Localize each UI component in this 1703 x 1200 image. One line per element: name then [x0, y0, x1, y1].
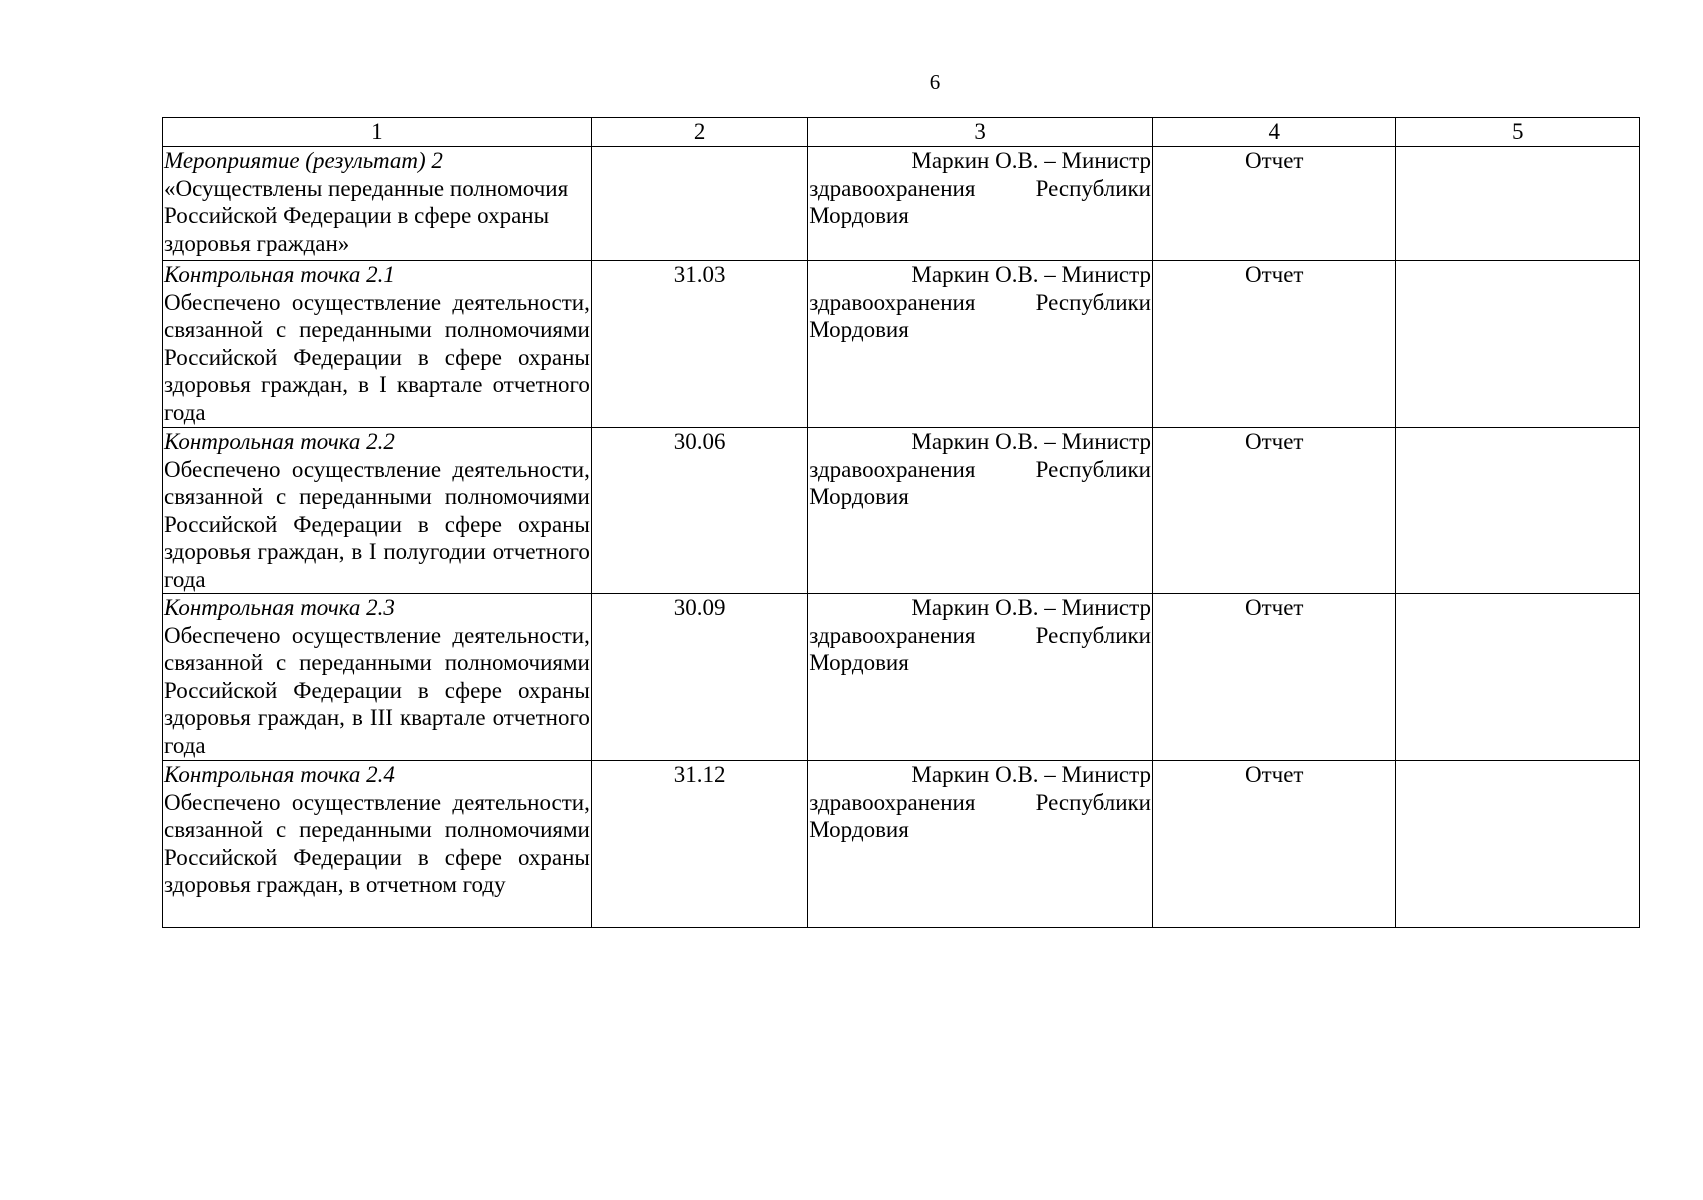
item-cell [163, 261, 592, 428]
responsible-name: Маркин О.В. – Министр [911, 762, 1151, 787]
responsible-cell [808, 594, 1153, 761]
responsible-name: Маркин О.В. – Министр [911, 595, 1151, 620]
document-cell: Отчет [1152, 147, 1395, 261]
responsible-position: здравоохранения Республики [809, 789, 1151, 815]
responsible-cell [808, 261, 1153, 428]
item-description: «Осуществлены переданные полномочия Российской Федерации в сфере охраны здоровья граждан» [164, 175, 569, 256]
date-cell: 30.06 [591, 428, 807, 594]
page-number: 6 [929, 70, 941, 94]
responsible-cell [808, 761, 1153, 928]
responsible-cell [808, 428, 1153, 594]
column-header-3: 3 [808, 118, 1153, 147]
responsible-position: здравоохранения Республики [809, 289, 1151, 315]
responsible-region: Мордовия [809, 484, 909, 509]
item-title: Контрольная точка 2.2 [164, 429, 395, 454]
empty-cell [1396, 261, 1640, 428]
document-cell: Отчет [1152, 594, 1395, 761]
document-cell: Отчет [1152, 428, 1395, 594]
item-cell [163, 147, 592, 261]
item-title: Мероприятие (результат) 2 [164, 148, 443, 173]
column-header-4: 4 [1152, 118, 1395, 147]
item-description: Обеспечено осуществление деятельности, связанной с переданными полномочиями Российской Федерации в сфере охраны здоровья граждан, в отчетном году [164, 789, 590, 897]
date-cell: 31.12 [591, 761, 807, 928]
document-cell: Отчет [1152, 761, 1395, 928]
date-cell: 30.09 [591, 594, 807, 761]
empty-cell [1396, 594, 1640, 761]
responsible-name: Маркин О.В. – Министр [911, 148, 1151, 173]
table-row [163, 761, 1640, 928]
document-cell: Отчет [1152, 261, 1395, 428]
column-header-1: 1 [163, 118, 592, 147]
responsible-position: здравоохранения Республики [809, 622, 1151, 648]
responsible-region: Мордовия [809, 317, 909, 342]
responsible-region: Мордовия [809, 203, 909, 228]
item-description: Обеспечено осуществление деятельности, связанной с переданными полномочиями Российской Федерации в сфере охраны здоровья граждан, в I полугодии отчетного года [164, 456, 590, 592]
item-description: Обеспечено осуществление деятельности, связанной с переданными полномочиями Российской Федерации в сфере охраны здоровья граждан, в I квартале отчетного года [164, 289, 590, 425]
table-row [163, 261, 1640, 428]
responsible-region: Мордовия [809, 817, 909, 842]
item-title: Контрольная точка 2.4 [164, 762, 395, 787]
responsible-name: Маркин О.В. – Министр [911, 429, 1151, 454]
responsible-name: Маркин О.В. – Министр [911, 262, 1151, 287]
date-cell [591, 147, 807, 261]
column-header-5: 5 [1396, 118, 1640, 147]
table-header-row [163, 118, 1640, 147]
empty-cell [1396, 147, 1640, 261]
item-description: Обеспечено осуществление деятельности, связанной с переданными полномочиями Российской Федерации в сфере охраны здоровья граждан, в III квартале отчетного года [164, 622, 590, 758]
table-row [163, 428, 1640, 594]
responsible-region: Мордовия [809, 650, 909, 675]
date-cell: 31.03 [591, 261, 807, 428]
table-row [163, 594, 1640, 761]
empty-cell [1396, 761, 1640, 928]
empty-cell [1396, 428, 1640, 594]
item-title: Контрольная точка 2.1 [164, 262, 395, 287]
responsible-position: здравоохранения Республики [809, 456, 1151, 482]
item-title: Контрольная точка 2.3 [164, 595, 395, 620]
item-cell [163, 428, 592, 594]
responsible-cell [808, 147, 1153, 261]
column-header-2: 2 [591, 118, 807, 147]
table-row [163, 147, 1640, 261]
responsible-position: здравоохранения Республики [809, 175, 1151, 201]
item-cell [163, 761, 592, 928]
item-cell [163, 594, 592, 761]
plan-table [162, 117, 1640, 928]
